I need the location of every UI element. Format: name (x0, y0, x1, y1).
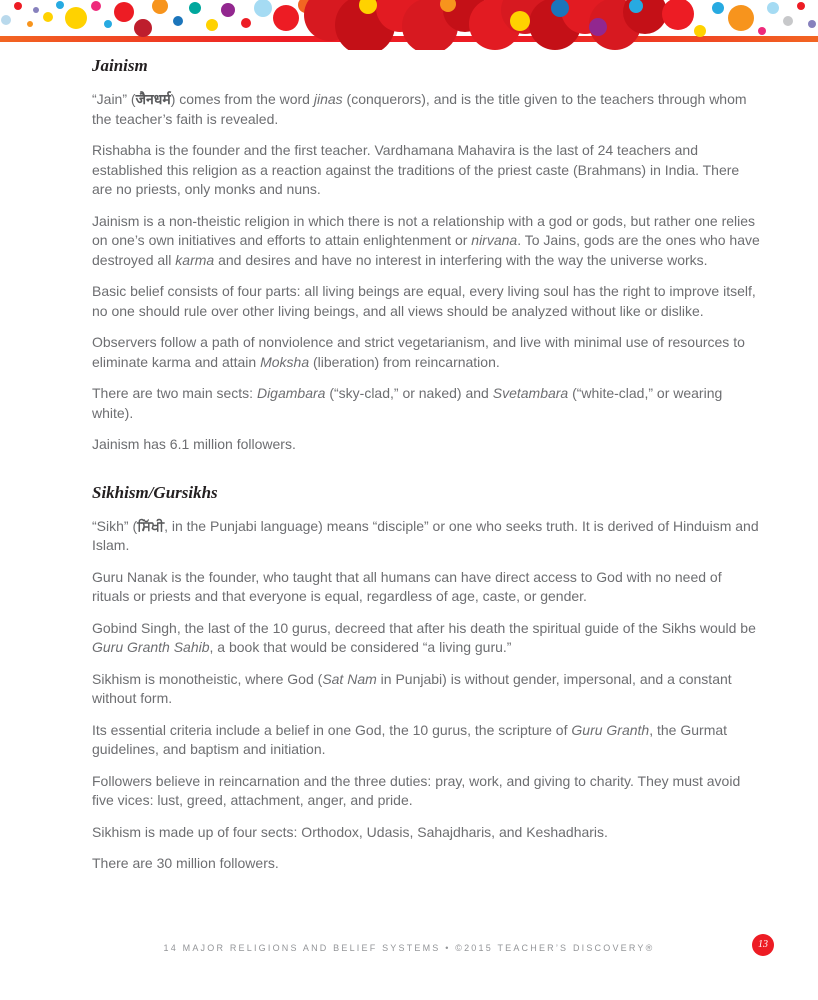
text-run: (conquerors), and is the title given to the teachers through whom the teacher’s faith is revealed. (92, 91, 747, 127)
decor-circle (728, 5, 754, 31)
text-run: जैनधर्म (135, 91, 171, 107)
decor-circle (65, 7, 87, 29)
paragraph (92, 619, 760, 658)
section-heading: Jainism (92, 56, 148, 75)
decor-circle (273, 5, 299, 31)
decor-circle (767, 2, 779, 14)
text-run: (liberation) from reincarnation. (309, 353, 500, 370)
text-run: Followers believe in reincarnation and the three duties: pray, work, and giving to charity. They must avoid five vices: lust, greed, attachment, anger, and pride. (92, 772, 741, 808)
decorative-banner (0, 0, 818, 50)
paragraph (92, 823, 760, 843)
decor-circle (1, 15, 11, 25)
text-run: There are 30 million followers. (92, 855, 279, 871)
decor-circle (221, 3, 235, 17)
text-run: Jainism is a non-theistic religion in which there is not a relationship with a god or gods, but rather one relies on one’s own initiatives and efforts to attain enlightenment or (92, 212, 756, 248)
text-run: , in the Punjabi language) means “disciple” or one who seeks truth. It is derived of Hinduism and Islam. (92, 517, 759, 553)
text-run: Guru Granth (571, 721, 650, 738)
text-run: ) comes from the word (170, 91, 314, 107)
section-heading: Sikhism/Gursikhs (92, 482, 218, 502)
decor-circle (43, 12, 53, 22)
text-run: Its essential criteria include a belief in one God, the 10 gurus, the scripture of (92, 721, 572, 738)
decor-circle (797, 2, 805, 10)
decor-circle (104, 20, 112, 28)
decor-circle (510, 11, 530, 31)
paragraph (92, 670, 760, 709)
paragraph (92, 772, 760, 811)
paragraph (92, 90, 760, 129)
text-run: ਸਿੱਖੀ (137, 517, 165, 534)
decor-circle (173, 16, 183, 26)
paragraph (92, 141, 760, 200)
text-run: Moksha (260, 353, 310, 370)
decor-circle (694, 25, 706, 37)
decor-circle (254, 0, 272, 17)
paragraph (92, 212, 760, 271)
religion-section (92, 483, 760, 874)
text-run: Sikhism is made up of four sects: Orthodox, Udasis, Sahajdharis, and Keshadharis. (92, 823, 608, 840)
text-run: Jainism has 6.1 million followers. (92, 436, 296, 452)
decor-circle (783, 16, 793, 26)
content (0, 50, 818, 886)
paragraph (92, 721, 760, 760)
paragraph (92, 282, 760, 321)
text-run: karma (175, 251, 215, 268)
text-run: and desires and have no interest in interfering with the way the universe works. (214, 251, 708, 268)
text-run: nirvana (471, 232, 518, 248)
decor-circle (134, 19, 152, 37)
text-run: Digambara (256, 385, 326, 401)
text-run: “Jain” ( (92, 91, 136, 107)
decor-circle (27, 21, 33, 27)
decor-circle (589, 18, 607, 36)
paragraph (92, 435, 760, 455)
decor-circle (114, 2, 134, 22)
text-run: , the Gurmat guidelines, and baptism and initiation. (92, 721, 728, 757)
text-run: in Punjabi) is without gender, impersonal, and a constant without form. (92, 670, 732, 706)
text-run: Basic belief consists of four parts: all living beings are equal, every living soul has the right to improve itself, no one should rule over other living beings, and all views should be analyzed without like or dislike. (92, 283, 756, 319)
paragraph (92, 384, 760, 423)
decor-circle (662, 0, 694, 30)
text-run: Observers follow a path of nonviolence and strict vegetarianism, and live with minimal use of resources to eliminate karma and attain (92, 334, 745, 370)
paragraph (92, 568, 760, 607)
page-number-badge: 13 (752, 934, 774, 956)
text-run: jinas (313, 91, 343, 107)
decor-circle (206, 19, 218, 31)
text-run: Svetambara (492, 385, 569, 401)
decor-circle (758, 27, 766, 35)
decor-circle (33, 7, 39, 13)
decor-circle (712, 2, 724, 14)
paragraph (92, 517, 760, 556)
paragraph (92, 333, 760, 372)
text-run: (“sky-clad,” or naked) and (325, 385, 493, 401)
footer-text: 14 MAJOR RELIGIONS AND BELIEF SYSTEMS • ©2015 TEACHER’S DISCOVERY® (163, 943, 655, 953)
decor-circle (241, 18, 251, 28)
text-run: Sat Nam (322, 670, 377, 687)
text-run: Sikhism is monotheistic, where God ( (92, 670, 323, 687)
paragraph (92, 854, 760, 874)
religion-section (92, 56, 760, 455)
text-run: . To Jains, gods are the ones who have destroyed all (92, 232, 760, 268)
decor-circle (808, 20, 816, 28)
banner-circles (0, 0, 818, 50)
text-run: “Sikh” ( (92, 517, 138, 534)
decor-circle (91, 1, 101, 11)
text-run: Rishabha is the founder and the first teacher. Vardhamana Mahavira is the last of 24 teachers and established this religion as a reaction against the traditions of the priest caste (Brahmans) in India. There are no priests, only monks and nuns. (92, 142, 740, 197)
decor-circle (56, 1, 64, 9)
text-run: There are two main sects: (92, 385, 257, 401)
text-run: Guru Granth Sahib (92, 639, 210, 655)
decor-circle (14, 2, 22, 10)
footer (0, 938, 818, 956)
decor-circle (189, 2, 201, 14)
text-run: Guru Nanak is the founder, who taught that all humans can have direct access to God with no need of rituals or priests and that everyone is equal, regardless of age, caste, or gender. (92, 568, 722, 604)
text-run: , a book that would be considered “a living guru.” (209, 639, 512, 655)
decor-circle (152, 0, 168, 14)
text-run: (“white-clad,” or wearing white). (92, 385, 723, 421)
text-run: Gobind Singh, the last of the 10 gurus, decreed that after his death the spiritual guide of the Sikhs would be (92, 619, 756, 636)
